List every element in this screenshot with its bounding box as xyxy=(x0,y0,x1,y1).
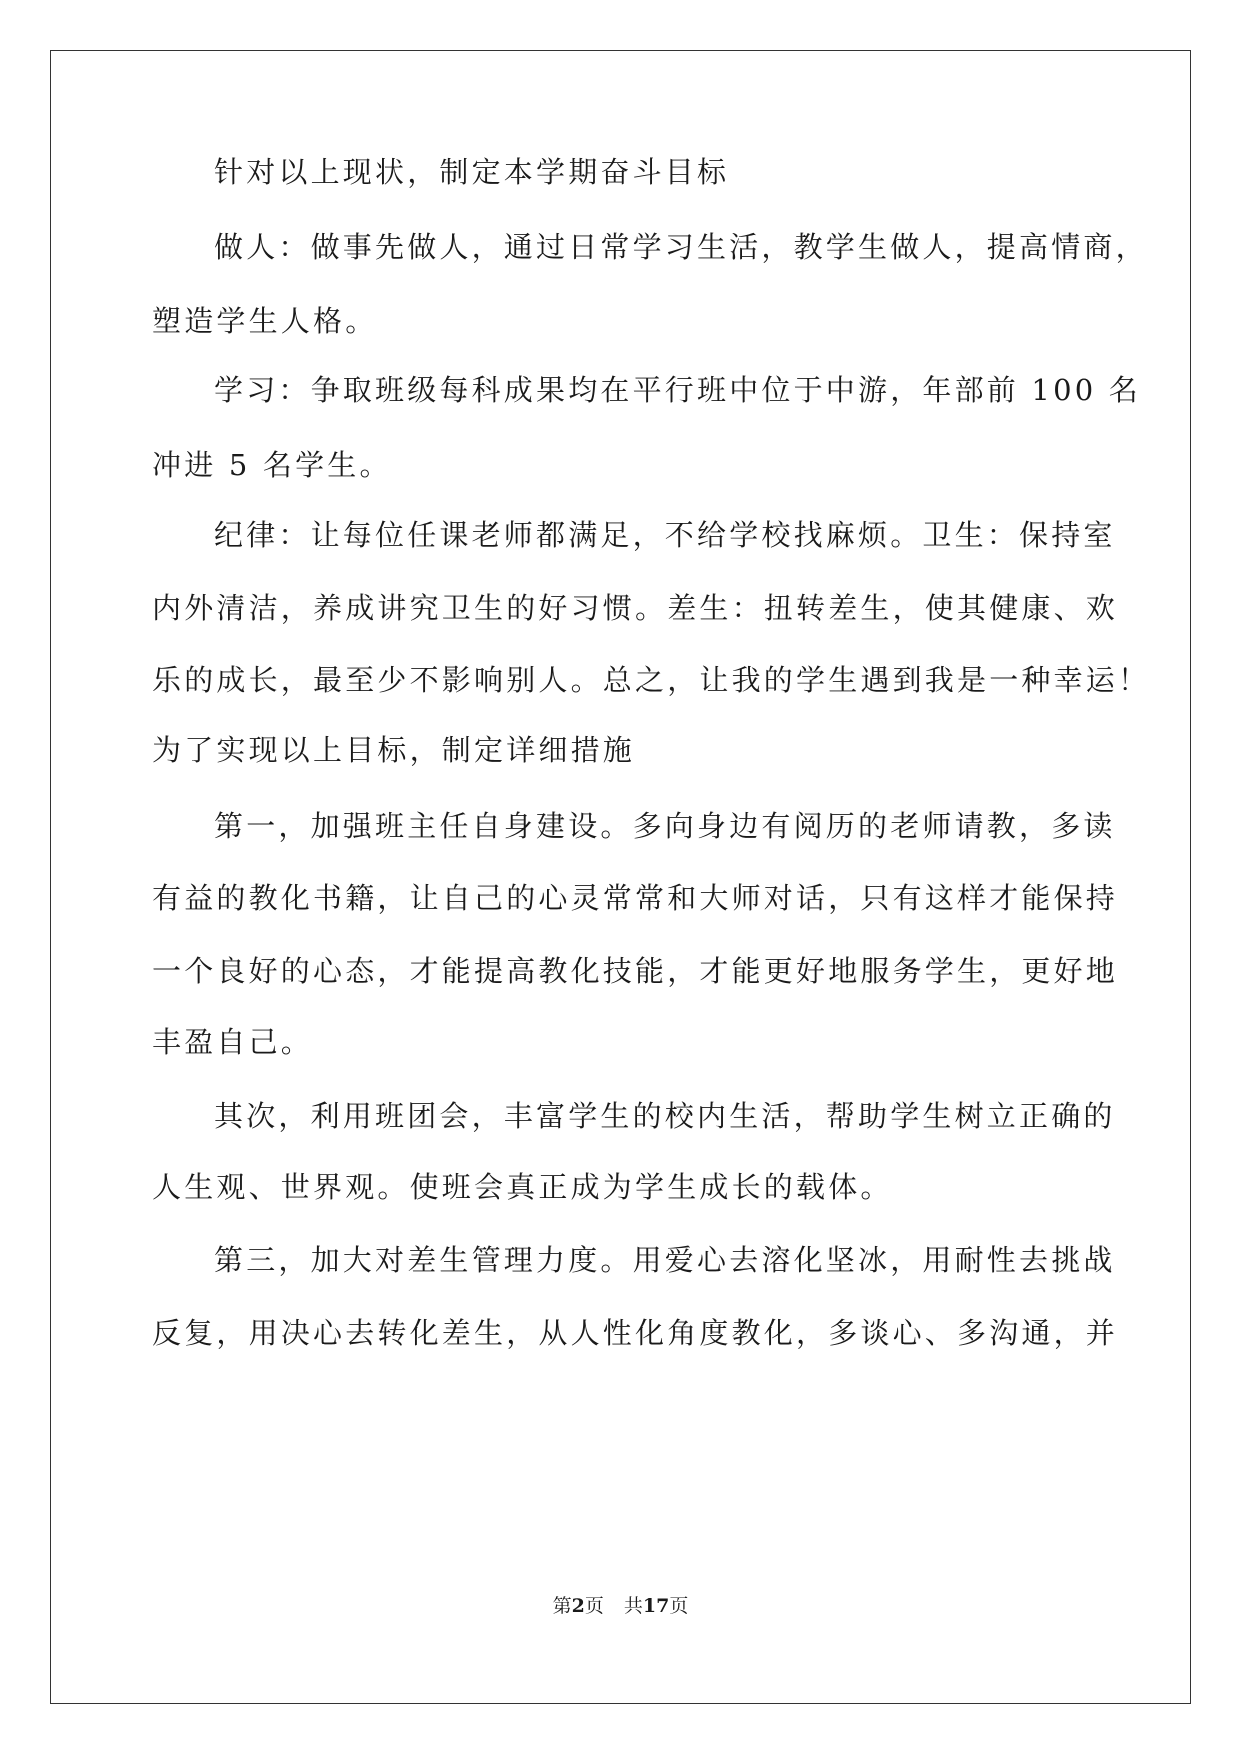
total-label-suffix: 页 xyxy=(669,1595,689,1617)
paragraph-7-line-2: 反复，用决心去转化差生，从人性化角度教化，多谈心、多沟通，并 xyxy=(152,1316,1119,1350)
total-pages: 17 xyxy=(642,1595,670,1617)
paragraph-3-line-2: 冲进 5 名学生。 xyxy=(152,448,392,482)
paragraph-7-line-1: 第三，加大对差生管理力度。用爱心去溶化坚冰，用耐性去挑战 xyxy=(214,1243,1116,1277)
paragraph-5-line-2: 有益的教化书籍，让自己的心灵常常和大师对话，只有这样才能保持 xyxy=(152,881,1119,915)
paragraph-4-line-3: 乐的成长，最至少不影响别人。总之，让我的学生遇到我是一种幸运！ xyxy=(152,663,1151,697)
paragraph-6-line-2: 人生观、世界观。使班会真正成为学生成长的载体。 xyxy=(152,1170,893,1204)
paragraph-4-line-1: 纪律：让每位任课老师都满足，不给学校找麻烦。卫生：保持室 xyxy=(214,518,1116,552)
paragraph-5-line-3: 一个良好的心态，才能提高教化技能，才能更好地服务学生，更好地 xyxy=(152,954,1119,988)
paragraph-5-line-1: 第一，加强班主任自身建设。多向身边有阅历的老师请教，多读 xyxy=(214,809,1116,843)
paragraph-2-line-1: 做人：做事先做人，通过日常学习生活，教学生做人，提高情商， xyxy=(214,230,1148,264)
paragraph-6-line-1: 其次，利用班团会，丰富学生的校内生活，帮助学生树立正确的 xyxy=(214,1099,1116,1133)
page-number: 2 xyxy=(571,1595,585,1617)
paragraph-3-line-1: 学习：争取班级每科成果均在平行班中位于中游，年部前 100 名 xyxy=(214,373,1141,407)
paragraph-1-line-1: 针对以上现状，制定本学期奋斗目标 xyxy=(214,155,730,189)
page-label-suffix: 页 xyxy=(584,1595,604,1617)
page-footer xyxy=(0,1594,1241,1618)
page-border xyxy=(50,50,1191,1704)
paragraph-2-line-2: 塑造学生人格。 xyxy=(152,304,378,338)
paragraph-4-line-4: 为了实现以上目标，制定详细措施 xyxy=(152,733,636,767)
paragraph-5-line-4: 丰盈自己。 xyxy=(152,1025,314,1059)
paragraph-4-line-2: 内外清洁，养成讲究卫生的好习惯。差生：扭转差生，使其健康、欢 xyxy=(152,591,1119,625)
total-label-prefix: 共 xyxy=(623,1595,643,1617)
page-label-prefix: 第 xyxy=(552,1595,572,1617)
